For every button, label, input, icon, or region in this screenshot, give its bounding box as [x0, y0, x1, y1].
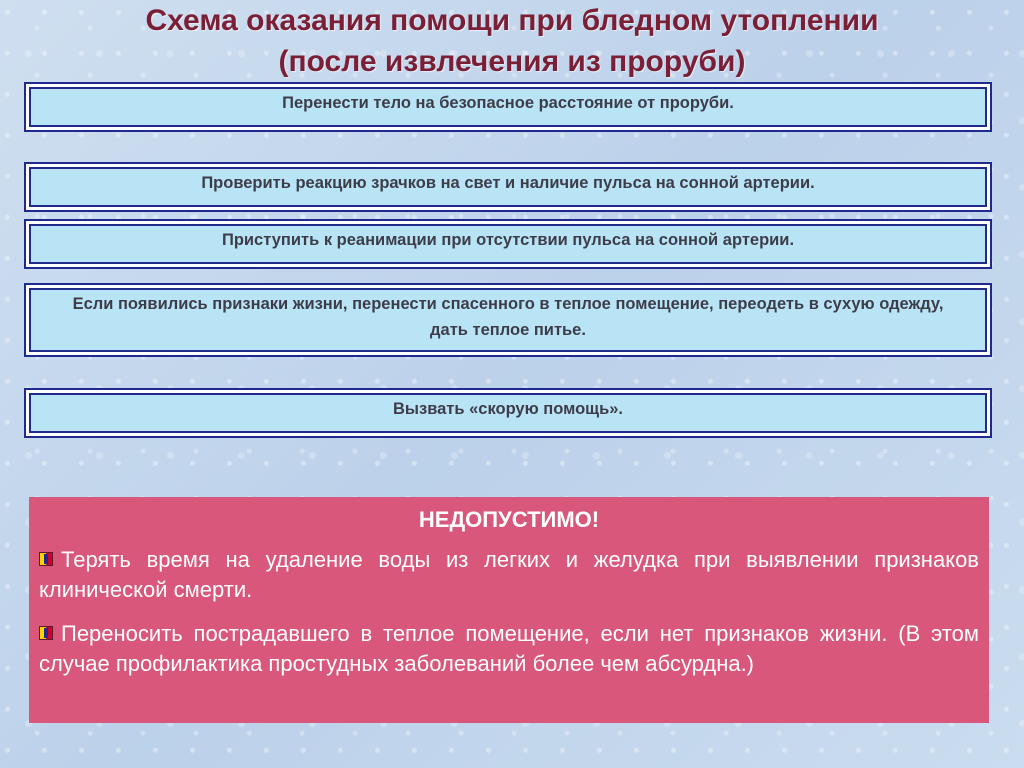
step-4-box [24, 283, 992, 357]
warning-panel [29, 497, 989, 723]
step-4-text: Если появились признаки жизни, перенести спасенного в теплое помещение, переодеть в сухую одежду, дать теплое питье. [72, 295, 944, 339]
step-3-text: Приступить к реанимации при отсутствии пульса на сонной артерии. [221, 231, 795, 249]
title-line-1: Схема оказания помощи при бледном утоплении [145, 4, 879, 37]
page-title [0, 0, 1024, 82]
warning-item [39, 619, 979, 679]
step-3-box [24, 219, 992, 269]
step-2-text: Проверить реакцию зрачков на свет и наличие пульса на сонной артерии. [201, 174, 815, 192]
step-2-box [24, 162, 992, 212]
step-5-box [24, 388, 992, 438]
step-1-text: Перенести тело на безопасное расстояние от проруби. [282, 94, 734, 112]
bullet-icon [39, 626, 53, 640]
title-line-2: (после извлечения из проруби) [278, 45, 746, 78]
bullet-icon [39, 552, 53, 566]
step-5-text: Вызвать «скорую помощь». [392, 400, 624, 418]
warning-item-text: Переносить пострадавшего в теплое помещение, если нет признаков жизни. (В этом случае профилактика простудных заболеваний более чем абсурдна.) [39, 621, 979, 676]
warning-item [39, 545, 979, 605]
warning-item-text: Терять время на удаление воды из легких и желудка при выявлении признаков клинической смерти. [39, 547, 979, 602]
warning-title: НЕДОПУСТИМО! [418, 507, 600, 532]
step-1-box [24, 82, 992, 132]
